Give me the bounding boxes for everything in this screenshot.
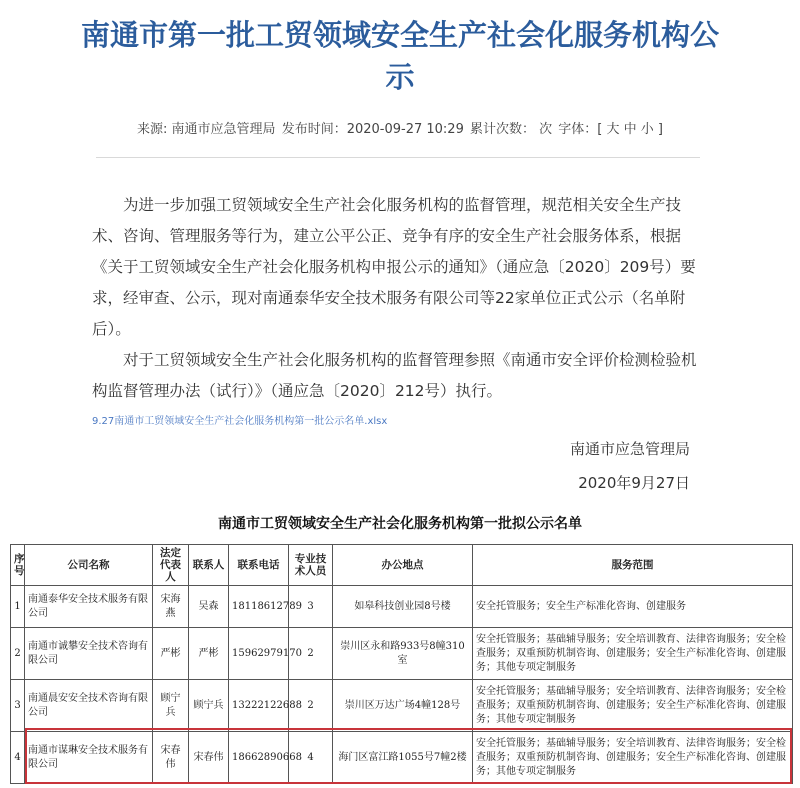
table-row-highlighted — [11, 732, 793, 784]
header-scope: 服务范围 — [473, 545, 793, 586]
cell-company: 南通市谋琳安全技术服务有限公司 — [25, 732, 153, 784]
cell-no: 3 — [11, 680, 25, 732]
cell-address: 崇川区永和路933号8幢310室 — [333, 628, 473, 680]
cell-staff: 2 — [289, 680, 333, 732]
meta-views: 累计次数： 次 — [469, 122, 553, 137]
header-staff: 专业技术人员 — [289, 545, 333, 586]
header-legal: 法定代表人 — [153, 545, 189, 586]
article-title-line1: 南通市第一批工贸领域安全生产社会化服务机构公 — [80, 18, 719, 52]
signature-date: 2020年9月27日 — [578, 474, 690, 492]
cell-phone: 13222122688 — [229, 680, 289, 732]
cell-company: 南通市诚攀安全技术咨询有限公司 — [25, 628, 153, 680]
cell-contact: 顾宁兵 — [189, 680, 229, 732]
article-title-line2: 示 — [385, 60, 415, 94]
table-header-row — [11, 545, 793, 586]
cell-contact: 吴森 — [189, 586, 229, 628]
cell-company: 南通泰华安全技术服务有限公司 — [25, 586, 153, 628]
cell-address: 海门区富江路1055号7幢2楼 — [333, 732, 473, 784]
cell-company: 南通晨安安全技术咨询有限公司 — [25, 680, 153, 732]
cell-staff: 2 — [289, 628, 333, 680]
signature: 南通市应急管理局 — [569, 440, 690, 458]
cell-scope: 安全托管服务；基础辅导服务；安全培训教育、法律咨询服务；安全检查服务；双重预防机制咨询、创建服务；安全生产标准化咨询、创建服务；其他专项定制服务 — [473, 680, 793, 732]
paragraph-2: 对于工贸领域安全生产社会化服务机构的监督管理参照《南通市安全评价检测检验机构监督管理办法（试行）》（通应急〔2020〕212号）执行。 — [92, 351, 697, 400]
cell-scope: 安全托管服务；基础辅导服务；安全培训教育、法律咨询服务；安全检查服务；双重预防机制咨询、创建服务；安全生产标准化咨询、创建服务；其他专项定制服务 — [473, 628, 793, 680]
cell-no: 1 — [11, 586, 25, 628]
cell-legal: 宋春伟 — [153, 732, 189, 784]
table-title: 南通市工贸领域安全生产社会化服务机构第一批拟公示名单 — [218, 516, 582, 532]
cell-legal: 宋海燕 — [153, 586, 189, 628]
cell-phone: 18662890668 — [229, 732, 289, 784]
header-no: 序号 — [11, 545, 25, 586]
cell-staff: 3 — [289, 586, 333, 628]
header-contact: 联系人 — [189, 545, 229, 586]
article-title — [0, 14, 800, 98]
signature-block — [570, 432, 690, 500]
divider — [96, 157, 700, 158]
article-body — [92, 190, 702, 407]
meta-font-size[interactable]: 字体：[ 大 中 小 ] — [558, 122, 663, 137]
cell-scope: 安全托管服务；安全生产标准化咨询、创建服务 — [473, 586, 793, 628]
cell-phone: 15962979170 — [229, 628, 289, 680]
meta-published: 发布时间：2020-09-27 10:29 — [281, 122, 464, 137]
meta-source: 来源: 南通市应急管理局 — [137, 122, 276, 137]
header-address: 办公地点 — [333, 545, 473, 586]
article-meta — [0, 118, 800, 137]
cell-legal: 严彬 — [153, 628, 189, 680]
cell-address: 崇川区万达广场4幢128号 — [333, 680, 473, 732]
paragraph-1: 为进一步加强工贸领域安全生产社会化服务机构的监督管理，规范相关安全生产技术、咨询、管理服务等行为，建立公平公正、竞争有序的安全生产社会服务体系，根据《关于工贸领域安全生产社会化服务机构申报公示的通知》（通应急〔2020〕209号）要求，经审查、公示，现对南通泰华安全技术服务有限公司等22家单位正式公示（名单附后）。 — [92, 196, 696, 338]
cell-legal: 顾宁兵 — [153, 680, 189, 732]
header-phone: 联系电话 — [229, 545, 289, 586]
cell-staff: 4 — [289, 732, 333, 784]
cell-contact: 宋春伟 — [189, 732, 229, 784]
table-row — [11, 680, 793, 732]
cell-address: 如皋科技创业园8号楼 — [333, 586, 473, 628]
attachment-link[interactable]: 9.27南通市工贸领域安全生产社会化服务机构第一批公示名单.xlsx — [92, 416, 388, 427]
table-row — [11, 628, 793, 680]
cell-contact: 严彬 — [189, 628, 229, 680]
table-row — [11, 586, 793, 628]
header-company: 公司名称 — [25, 545, 153, 586]
cell-no: 4 — [11, 732, 25, 784]
org-table — [10, 544, 793, 784]
cell-scope: 安全托管服务；基础辅导服务；安全培训教育、法律咨询服务；安全检查服务；双重预防机制咨询、创建服务；安全生产标准化咨询、创建服务；其他专项定制服务 — [473, 732, 793, 784]
cell-no: 2 — [11, 628, 25, 680]
cell-phone: 18118612789 — [229, 586, 289, 628]
